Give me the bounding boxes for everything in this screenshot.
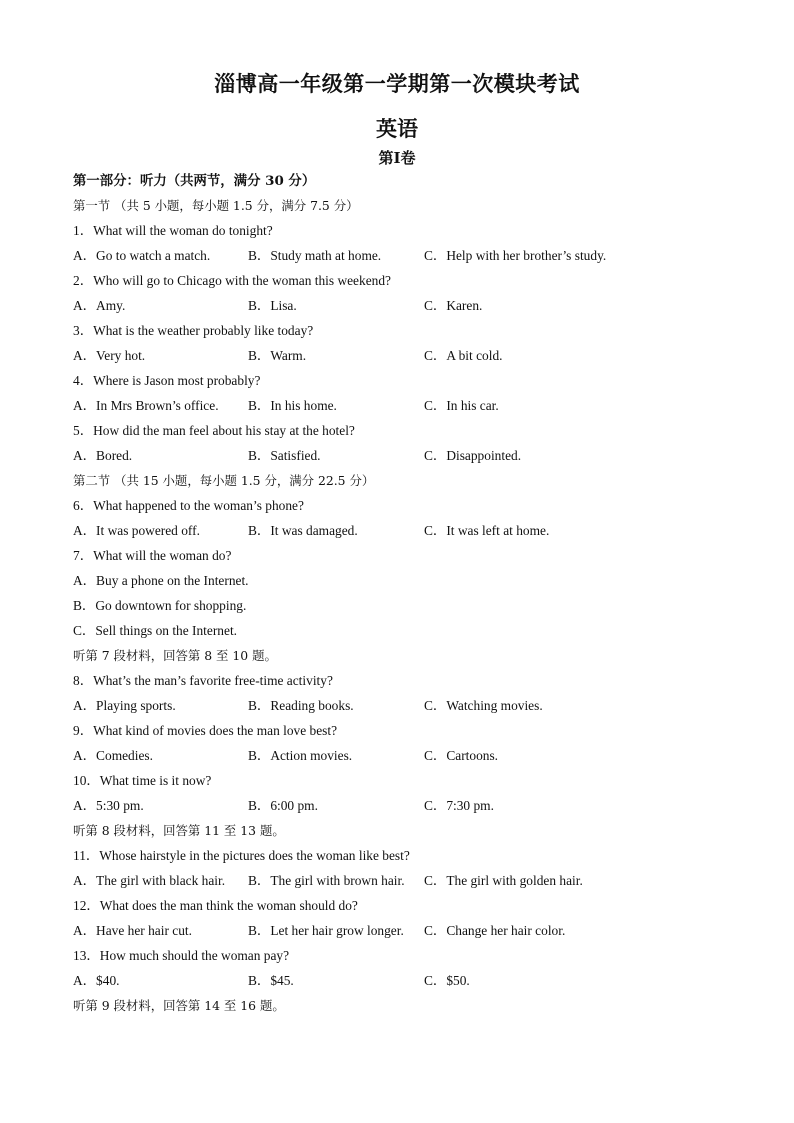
section1-heading: 第一节 （共 5 小题，每小题 1.5 分，满分 7.5 分） (73, 198, 359, 213)
question-12: 12．What does the man think the woman should do? (73, 898, 358, 913)
section2-heading: 第二节 （共 15 小题，每小题 1.5 分，满分 22.5 分） (73, 473, 375, 488)
option-a: A．The girl with black hair. (73, 873, 226, 888)
option-b: B．Let her hair grow longer. (248, 923, 404, 938)
question-9: 9．What kind of movies does the man love best? (73, 723, 338, 738)
option-c: C．$50. (424, 973, 470, 988)
option-b: B．Warm. (248, 348, 307, 363)
option-b: B．Go downtown for shopping. (73, 598, 247, 613)
question-7: 7．What will the woman do? (73, 548, 232, 563)
option-a: A．It was powered off. (73, 523, 200, 538)
option-a: A．Bored. (73, 448, 133, 463)
option-c: C．The girl with golden hair. (424, 873, 583, 888)
option-a: A．Very hot. (73, 348, 146, 363)
option-a: A．Go to watch a match. (73, 248, 211, 263)
option-b: B．$45. (248, 973, 294, 988)
option-a: A．Playing sports. (73, 698, 176, 713)
instruction-9: 听第 9 段材料，回答第 14 至 16 题。 (73, 998, 285, 1013)
option-c: C．Disappointed. (424, 448, 522, 463)
option-c: C．7:30 pm. (424, 798, 494, 813)
option-c: C．Watching movies. (424, 698, 543, 713)
question-5: 5．How did the man feel about his stay at the hotel? (73, 423, 355, 438)
option-b: B．Study math at home. (248, 248, 382, 263)
option-c: C．In his car. (424, 398, 499, 413)
question-6: 6．What happened to the woman’s phone? (73, 498, 304, 513)
option-a: A．Buy a phone on the Internet. (73, 573, 249, 588)
question-13: 13．How much should the woman pay? (73, 948, 290, 963)
option-c: C．Cartoons. (424, 748, 499, 763)
option-c: C．A bit cold. (424, 348, 503, 363)
option-a: A．5:30 pm. (73, 798, 144, 813)
option-c: C．Help with her brother’s study. (424, 248, 607, 263)
instruction-7: 听第 7 段材料，回答第 8 至 10 题。 (73, 648, 277, 663)
option-c: C．Change her hair color. (424, 923, 566, 938)
question-4: 4．Where is Jason most probably? (73, 373, 261, 388)
option-c: C．Sell things on the Internet. (73, 623, 238, 638)
option-a: A．In Mrs Brown’s office. (73, 398, 219, 413)
option-b: B．Lisa. (248, 298, 297, 313)
question-8: 8．What’s the man’s favorite free-time activity? (73, 673, 333, 688)
option-b: B．Satisfied. (248, 448, 321, 463)
subject-title: 英语 (376, 116, 418, 141)
option-b: B．In his home. (248, 398, 337, 413)
option-c: C．Karen. (424, 298, 483, 313)
option-b: B．It was damaged. (248, 523, 358, 538)
option-b: B．6:00 pm. (248, 798, 318, 813)
option-b: B．The girl with brown hair. (248, 873, 405, 888)
question-3: 3．What is the weather probably like today? (73, 323, 314, 338)
question-2: 2．Who will go to Chicago with the woman this weekend? (73, 273, 391, 288)
exam-title: 淄博高一年级第一学期第一次模块考试 (214, 71, 580, 96)
option-b: B．Reading books. (248, 698, 354, 713)
instruction-8: 听第 8 段材料，回答第 11 至 13 题。 (73, 823, 285, 838)
question-1: 1．What will the woman do tonight? (73, 223, 273, 238)
option-c: C．It was left at home. (424, 523, 550, 538)
volume-title: 第Ⅰ卷 (378, 149, 416, 167)
option-b: B．Action movies. (248, 748, 353, 763)
option-a: A．Have her hair cut. (73, 923, 192, 938)
option-a: A．Comedies. (73, 748, 153, 763)
option-a: A．Amy. (73, 298, 126, 313)
option-a: A．$40. (73, 973, 120, 988)
question-11: 11．Whose hairstyle in the pictures does the woman like best? (73, 848, 410, 863)
question-10: 10．What time is it now? (73, 773, 212, 788)
part1-heading: 第一部分：听力（共两节，满分 30 分） (73, 173, 316, 189)
